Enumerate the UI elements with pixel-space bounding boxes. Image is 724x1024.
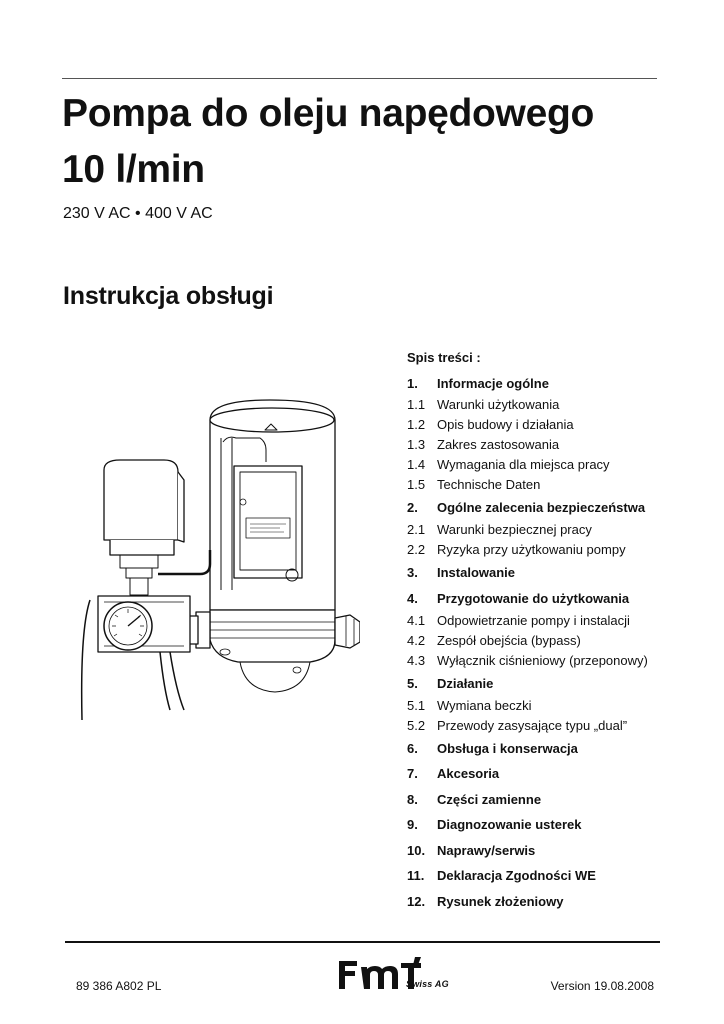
toc-entry-title: Działanie xyxy=(437,675,494,691)
toc-entry-number: 1.4 xyxy=(407,457,426,472)
document-type-heading: Instrukcja obsługi xyxy=(63,282,274,310)
toc-entry-title: Odpowietrzanie pompy i instalacji xyxy=(437,612,630,628)
toc-entry-title: Przygotowanie do użytkowania xyxy=(437,590,630,606)
toc-entry-title: Części zamienne xyxy=(437,791,542,807)
pump-illustration xyxy=(60,390,360,720)
toc-entry-title: Warunki bezpiecznej pracy xyxy=(437,522,592,537)
toc-entry-number: 4. xyxy=(407,590,418,606)
toc-entry xyxy=(407,631,707,651)
toc-entry-number: 12. xyxy=(407,893,426,909)
toc-entry-title: Deklaracja Zgodności WE xyxy=(437,868,596,883)
toc-entry-number: 10. xyxy=(407,842,426,858)
toc-label: Spis treści : xyxy=(407,350,481,365)
toc-entry-title: Rysunek złożeniowy xyxy=(437,893,564,909)
toc-entry-number: 2.1 xyxy=(407,522,426,537)
toc-entry-title: Obsługa i konserwacja xyxy=(437,740,578,756)
toc-entry xyxy=(407,651,707,671)
toc-entry-number: 2.2 xyxy=(407,542,426,557)
toc-entry-title: Ogólne zalecenia bezpieczeństwa xyxy=(437,500,646,515)
fmt-logo xyxy=(337,955,457,995)
toc-entry-number: 1.1 xyxy=(407,397,426,412)
toc-entry-number: 1. xyxy=(407,376,418,391)
title-line-1: Pompa do oleju napędowego xyxy=(62,92,595,135)
toc-entry-number: 9. xyxy=(407,817,418,832)
logo-subtext: Swiss AG xyxy=(406,979,449,989)
toc-entry xyxy=(407,586,707,611)
toc-entry-title: Ryzyka przy użytkowaniu pompy xyxy=(437,542,626,557)
voltage-subtitle: 230 V AC • 400 V AC xyxy=(63,205,213,222)
toc-entry xyxy=(407,455,707,475)
toc-entry xyxy=(407,520,707,540)
toc-entry-number: 11. xyxy=(407,868,425,883)
toc-entry-title: Informacje ogólne xyxy=(437,376,549,391)
toc-entry-title: Wymagania dla miejsca pracy xyxy=(437,457,610,472)
toc-entry xyxy=(407,495,707,520)
toc-entry-number: 8. xyxy=(407,791,418,807)
toc-entry-title: Przewody zasysające typu „dual” xyxy=(437,717,628,733)
toc-entry xyxy=(407,671,707,696)
toc-entry-title: Zespół obejścia (bypass) xyxy=(437,632,581,648)
title-line-2: 10 l/min xyxy=(62,148,205,191)
toc-entry-number: 6. xyxy=(407,740,418,756)
toc-entry-number: 1.2 xyxy=(407,417,426,432)
toc-entry xyxy=(407,435,707,455)
toc-entry-title: Warunki użytkowania xyxy=(437,397,560,412)
toc-entry-title: Technische Daten xyxy=(437,477,541,492)
toc-entry-number: 4.2 xyxy=(407,632,426,648)
table-of-contents xyxy=(407,349,707,914)
toc-entry-number: 7. xyxy=(407,766,418,781)
toc-entry xyxy=(407,889,707,915)
version-label: Version 19.08.2008 xyxy=(550,979,654,993)
toc-entry xyxy=(407,736,707,762)
toc-entry xyxy=(407,716,707,736)
toc-entry-number: 1.5 xyxy=(407,477,426,492)
toc-entry-number: 5. xyxy=(407,675,418,691)
document-number: 89 386 A802 PL xyxy=(76,979,162,993)
toc-entry-title: Wymiana beczki xyxy=(437,697,532,713)
toc-entry xyxy=(407,395,707,415)
toc-entry-number: 5.1 xyxy=(407,697,426,713)
toc-entry xyxy=(407,863,707,889)
bottom-divider xyxy=(65,941,660,943)
document-title xyxy=(62,86,682,198)
toc-entry xyxy=(407,812,707,838)
toc-entry-number: 5.2 xyxy=(407,717,426,733)
toc-entry-title: Naprawy/serwis xyxy=(437,842,536,858)
toc-entry-title: Instalowanie xyxy=(437,565,516,580)
toc-entry xyxy=(407,560,707,586)
toc-entry xyxy=(407,611,707,631)
toc-entry-number: 2. xyxy=(407,500,418,515)
toc-entry-title: Akcesoria xyxy=(437,766,500,781)
toc-entry-title: Diagnozowanie usterek xyxy=(437,817,582,832)
toc-entry xyxy=(407,787,707,813)
toc-entry xyxy=(407,761,707,787)
toc-entry-number: 4.3 xyxy=(407,652,426,668)
toc-entry xyxy=(407,415,707,435)
toc-entry xyxy=(407,696,707,716)
toc-entry xyxy=(407,374,707,394)
toc-entry xyxy=(407,475,707,495)
toc-entry-title: Wyłącznik ciśnieniowy (przeponowy) xyxy=(437,652,648,668)
top-divider xyxy=(62,78,657,79)
toc-entry xyxy=(407,838,707,864)
toc-entry-title: Zakres zastosowania xyxy=(437,437,560,452)
toc-entry-number: 4.1 xyxy=(407,612,426,628)
toc-entry-number: 1.3 xyxy=(407,437,426,452)
toc-entry-number: 3. xyxy=(407,565,418,580)
toc-entry xyxy=(407,540,707,560)
toc-entry-title: Opis budowy i działania xyxy=(437,417,574,432)
